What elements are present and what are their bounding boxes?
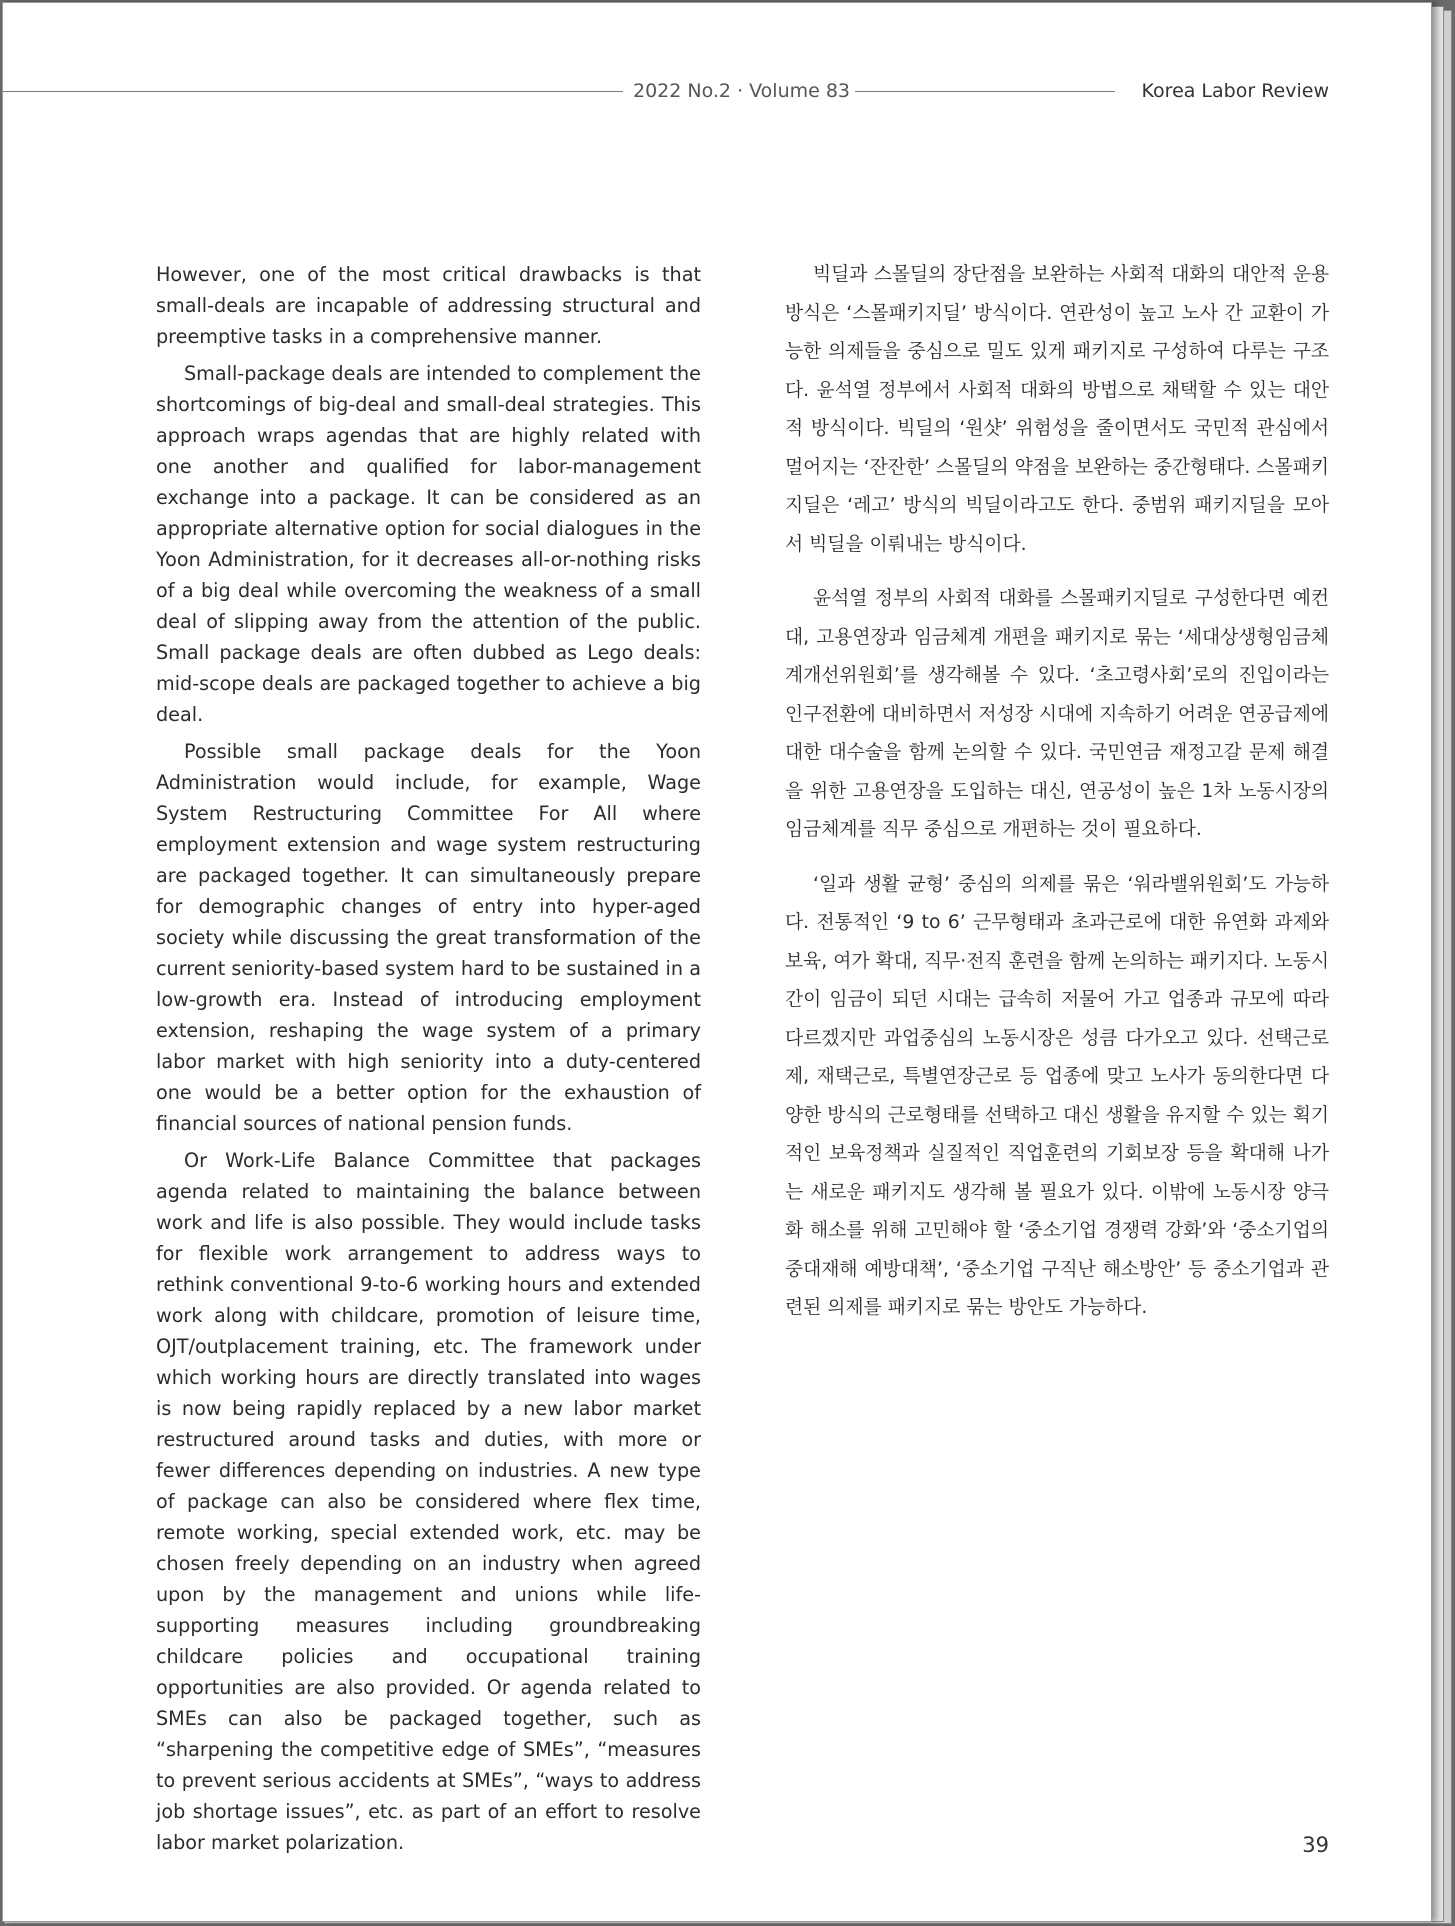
english-column xyxy=(156,259,701,1858)
header-rule-left xyxy=(3,91,623,92)
running-header xyxy=(3,77,1431,107)
english-paragraph: Possible small package deals for the Yoon Administration would include, for example, Wage System Restructuring Committee For All where employment extension and wage system restructuring are packaged together. It can simultaneously prepare for demographic changes of entry into hyper-aged society while discussing the great transformation of the current seniority-based system hard to be sustained in a low-growth era. Instead of introducing employment extension, reshaping the wage system of a primary labor market with high seniority into a duty-centered one would be a better option for the exhaustion of financial sources of national pension funds. xyxy=(156,740,701,1135)
page-number: 39 xyxy=(1302,1833,1329,1857)
english-paragraph: Small-package deals are intended to complement the shortcomings of big-deal and small-deal strategies. This approach wraps agendas that are highly related with one another and qualified for labor-management exchange into a package. It can be considered as an appropriate alternative option for social dialogues in the Yoon Administration, for it decreases all-or-nothing risks of a big deal while overcoming the weakness of a small deal of slipping away from the attention of the public. Small package deals are often dubbed as Lego deals: mid-scope deals are packaged together to achieve a big deal. xyxy=(156,362,701,726)
english-paragraph: However, one of the most critical drawbacks is that small-deals are incapable of addressing structural and preemptive tasks in a comprehensive manner. xyxy=(156,263,701,348)
korean-paragraph: 윤석열 정부의 사회적 대화를 스몰패키지딜로 구성한다면 예컨대, 고용연장과 임금체계 개편을 패키지로 묶는 ‘세대상생형임금체계개선위원회’를 생각해볼 수 있다. ‘초고령사회’로의 진입이라는 인구전환에 대비하면서 저성장 시대에 지속하기 어려운 연공급제에 대한 대수술을 함께 논의할 수 있다. 국민연금 재정고갈 문제 해결을 위한 고용연장을 도입하는 대신, 연공성이 높은 1차 노동시장의 임금체계를 직무 중심으로 개편하는 것이 필요하다. xyxy=(785,588,1329,840)
korean-column xyxy=(785,256,1329,1328)
journal-title: Korea Labor Review xyxy=(1141,80,1329,102)
issue-volume: 2022 No.2 · Volume 83 xyxy=(633,80,851,102)
korean-paragraph: ‘일과 생활 균형’ 중심의 의제를 묶은 ‘워라밸위원회’도 가능하다. 전통적인 ‘9 to 6’ 근무형태과 초과근로에 대한 유연화 과제와 보육, 여가 확대, 직무·전직 훈련을 함께 논의하는 패키지다. 노동시간이 임금이 되던 시대는 급속히 저물어 가고 업종과 규모에 따라 다르겠지만 과업중심의 노동시장은 성큼 다가오고 있다. 선택근로제, 재택근로, 특별연장근로 등 업종에 맞고 노사가 동의한다면 다양한 방식의 근로형태를 선택하고 대신 생활을 유지할 수 있는 획기적인 보육정책과 실질적인 직업훈련의 기회보장 등을 확대해 나가는 새로운 패키지도 생각해 볼 필요가 있다. 이밖에 노동시장 양극화 해소를 위해 고민해야 할 ‘중소기업 경쟁력 강화’와 ‘중소기업의 중대재해 예방대책’, ‘중소기업 구직난 해소방안’ 등 중소기업과 관련된 의제를 패키지로 묶는 방안도 가능하다. xyxy=(785,873,1329,1318)
header-rule-right xyxy=(855,91,1115,92)
journal-page xyxy=(2,2,1432,1922)
korean-paragraph: 빅딜과 스몰딜의 장단점을 보완하는 사회적 대화의 대안적 운용방식은 ‘스몰패키지딜’ 방식이다. 연관성이 높고 노사 간 교환이 가능한 의제들을 중심으로 밀도 있게 패키지로 구성하여 다루는 구조다. 윤석열 정부에서 사회적 대화의 방법으로 채택할 수 있는 대안적 방식이다. 빅딜의 ‘원샷’ 위험성을 줄이면서도 국민적 관심에서 멀어지는 ‘잔잔한’ 스몰딜의 약점을 보완하는 중간형태다. 스몰패키지딜은 ‘레고’ 방식의 빅딜이라고도 한다. 중범위 패키지딜을 모아서 빅딜을 이뤄내는 방식이다. xyxy=(785,264,1329,555)
english-paragraph: Or Work-Life Balance Committee that packages agenda related to maintaining the balance between work and life is also possible. They would include tasks for flexible work arrangement to address ways to rethink conventional 9-to-6 working hours and extended work along with childcare, promotion of leisure time, OJT/outplacement training, etc. The framework under which working hours are directly translated into wages is now being rapidly replaced by a new labor market restructured around tasks and duties, with more or fewer differences depending on industries. A new type of package can also be considered where flex time, remote working, special extended work, etc. may be chosen freely depending on an industry when agreed upon by the management and unions while life-supporting measures including groundbreaking childcare policies and occupational training opportunities are also provided. Or agenda related to SMEs can also be packaged together, such as “sharpening the competitive edge of SMEs”, “measures to prevent serious accidents at SMEs”, “ways to address job shortage issues”, etc. as part of an effort to resolve labor market polarization. xyxy=(156,1149,701,1854)
